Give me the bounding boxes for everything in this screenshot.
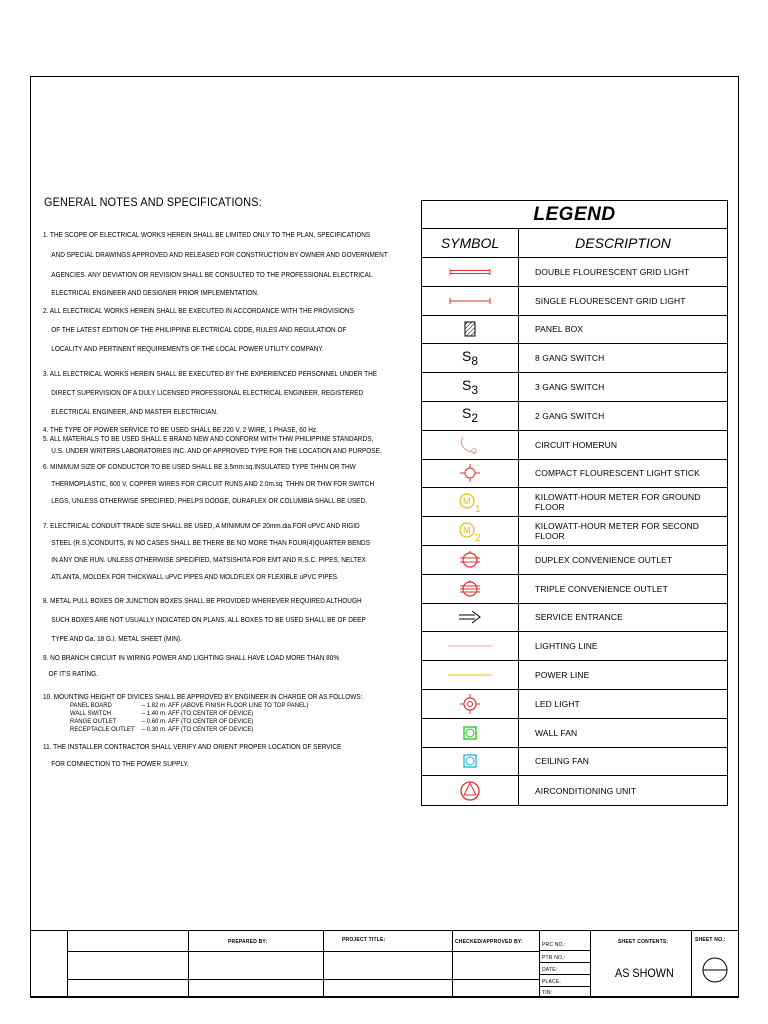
note-item [43, 365, 378, 422]
switch-2-gang-icon [422, 402, 519, 430]
legend-row [422, 632, 727, 661]
tb-divider [540, 974, 590, 975]
switch-letter: S [461, 405, 472, 422]
legend-description: 3 GANG SWITCH [535, 382, 605, 393]
note-line: IN ANY ONE RUN. UNLESS OTHERWISE SPECIFIED, MATSISHITA FOR EMT AND R.S.C. PIPES, NELTEX [51, 557, 366, 564]
note-line: 7. ELECTRICAL CONDUIT TRADE SIZE SHALL BE USED, A MINIMUM OF 20mm.dia.FOR uPVC AND RIGID [43, 523, 360, 530]
mounting-height: – 1.82 m. AFF (ABOVE FINISH FLOOR LINE TO TOP PANEL) [141, 702, 309, 709]
service-entrance-icon [422, 604, 519, 632]
tb-project-row [323, 951, 453, 980]
note-item [43, 518, 371, 586]
ptr-no-label: PTR NO.: [542, 955, 566, 961]
legend-row [422, 460, 727, 489]
note-item [43, 426, 356, 435]
legend-row [422, 344, 727, 373]
mounting-row [70, 718, 358, 726]
sheet-contents-label: SHEET CONTENTS: [618, 939, 669, 945]
note-line: STEEL (R.S.)CONDUITS, IN NO CASES SHALL BE THERE BE NO MORE THAN FOUR(4)QUARTER BENDS [51, 540, 371, 547]
svg-text:M: M [463, 525, 471, 536]
notes-title: GENERAL NOTES AND SPECIFICATIONS: [44, 195, 262, 209]
legend-description: CIRCUIT HOMERUN [535, 439, 618, 450]
legend-row [422, 575, 727, 604]
legend-row [422, 316, 727, 345]
compact-fluorescent-icon [422, 460, 519, 488]
legend-description: KILOWATT-HOUR METER FOR SECOND FLOOR [535, 521, 700, 542]
tb-left-strip [30, 931, 68, 998]
switch-3-gang-icon [422, 373, 519, 401]
legend-row [422, 488, 727, 517]
mounting-row [70, 710, 358, 718]
note-line: 8. METAL PULL BOXES OR JUNCTION BOXES SHALL BE PROVIDED WHEREVER REQUIRED ALTHOUGH [43, 598, 362, 605]
note-item [43, 693, 363, 702]
switch-gang-number: 3 [471, 382, 479, 397]
switch-letter: S [461, 376, 472, 393]
tb-divider [540, 950, 590, 951]
mounting-device: WALL SWITCH [70, 710, 112, 717]
note-line: 3. ALL ELECTRICAL WORKS HEREIN SHALL BE EXECUTED BY THE EXPERIENCED PERSONNEL UNDER THE [43, 371, 378, 378]
mounting-height: – 0.30 m. AFF (TO CENTER OF DEVICE) [141, 726, 254, 733]
note-item [43, 739, 356, 773]
legend-row [422, 546, 727, 575]
note-line: 5. ALL MATERIALS TO BE USED SHALL E BRAND NEW AND CONFORM WITH THW PHILIPPINE STANDARDS, [43, 436, 374, 443]
mounting-row [70, 702, 358, 710]
tb-prepared-row [188, 951, 324, 980]
panel-box-icon [422, 316, 519, 344]
legend-row [422, 776, 727, 805]
note-item [43, 302, 356, 359]
legend-column-headers [422, 229, 727, 258]
mounting-height: – 0.60 m. AFF (TO CENTER OF DEVICE) [141, 718, 254, 725]
note-line: 2. ALL ELECTRICAL WORKS HEREIN SHALL BE EXECUTED IN ACCORDANCE WITH THE PROVISIONS [43, 308, 354, 315]
tin-label: TIN: [542, 990, 553, 996]
switch-gang-number: 8 [471, 353, 479, 368]
note-item [43, 435, 382, 459]
symbol-header: SYMBOL [422, 229, 519, 257]
legend-description: 2 GANG SWITCH [535, 410, 605, 421]
legend-description: COMPACT FLOURESCENT LIGHT STICK [535, 468, 700, 479]
legend-description: KILOWATT-HOUR METER FOR GROUND FLOOR [535, 492, 701, 513]
checked-by-label: CHECKED/APPROVED BY: [455, 939, 523, 945]
general-notes [43, 226, 388, 773]
note-line: LOCALITY AND PERTINENT REQUIREMENTS OF THE LOCAL POWER UTILITY COMPANY. [51, 346, 324, 353]
tb-checked-row [452, 951, 540, 980]
legend-row [422, 719, 727, 748]
legend-row [422, 287, 727, 316]
mounting-device: PANEL BOARD [70, 702, 112, 709]
legend-description: WALL FAN [535, 727, 578, 738]
note-line: DIRECT SUPERVISION OF A DULY LICENSED PROFESSIONAL ELECTRICAL ENGINEER, REGISTERED [51, 390, 364, 397]
legend-description: LIGHTING LINE [535, 641, 598, 652]
legend-description: AIRCONDITIONING UNIT [535, 785, 637, 796]
mounting-device: RANGE OUTLET [70, 718, 117, 725]
title-block [30, 930, 739, 997]
note-line: ELECTRICAL ENGINEER, AND MASTER ELECTRICIAN. [51, 409, 218, 416]
legend-table [421, 200, 728, 806]
legend-description: CEILING FAN [535, 756, 590, 767]
legend-description: SINGLE FLOURESCENT GRID LIGHT [535, 295, 686, 306]
triple-outlet-icon [422, 575, 519, 603]
prepared-by-label: PREPARED BY: [228, 939, 268, 945]
legend-row [422, 431, 727, 460]
note-item [43, 651, 356, 683]
note-item [43, 459, 375, 510]
sheet-number-circle-icon [702, 957, 728, 983]
kwh-meter-ground-icon [422, 488, 519, 516]
tb-row-3 [67, 979, 189, 998]
note-line: 6. MINIMUM SIZE OF CONDUCTOR TO BE USED SHALL BE 3.5mm.sq.INSULATED TYPE THHN OR THW [43, 464, 356, 471]
note-line: 4. THE TYPE OF POWER SERVICE TO BE USED SHALL BE 220 V, 2 WIRE, 1 PHASE, 60 Hz. [43, 427, 318, 434]
tb-row-1 [67, 931, 189, 952]
note-line: 9. NO BRANCH CIRCUIT IN WIRING POWER AND LIGHTING SHALL HAVE LOAD MORE THAN 80% [43, 655, 340, 662]
legend-row [422, 258, 727, 287]
note-line: TYPE AND Ga. 18 G.I. METAL SHEET (MIN). [51, 636, 182, 643]
note-line: LEGS, UNLESS OTHERWISE SPECIFIED, PHELPS DODGE, DURAFLEX OR COLUMBIA SHALL BE USED. [51, 498, 367, 505]
note-line: OF THE LATEST EDITION OF THE PHILIPPINE ELECTRICAL CODE, RULES AND REGULATION OF [51, 327, 347, 334]
note-line: SUCH BOXES ARE NOT USUALLY INDICATED ON PLANS. ALL BOXES TO BE USED SHALL BE OF DEEP [51, 617, 366, 624]
note-line: U.S. UNDER WRITERS LABORATORIES INC. AND OF APPROVED TYPE FOR THE LOCATION AND PURPOSE. [51, 448, 382, 455]
project-title-label: PROJECT TITLE: [342, 937, 386, 943]
note-item [43, 592, 366, 649]
svg-text:M: M [463, 496, 471, 507]
lighting-line-icon [422, 632, 519, 660]
legend-description: 8 GANG SWITCH [535, 353, 605, 364]
kwh-meter-second-icon [422, 517, 519, 545]
legend-row [422, 748, 727, 777]
legend-description: SERVICE ENTRANCE [535, 612, 623, 623]
single-fluorescent-icon [422, 287, 519, 315]
mounting-device: RECEPTACLE OUTLET [70, 726, 135, 733]
legend-description: TRIPLE CONVENIENCE OUTLET [535, 583, 668, 594]
tb-divider [540, 986, 590, 987]
mounting-height-table [70, 702, 358, 734]
meter-floor-number: 2 [475, 533, 481, 544]
mounting-row [70, 726, 358, 734]
note-line: FOR CONNECTION TO THE POWER SUPPLY. [51, 761, 189, 768]
note-line: 11. THE INSTALLER CONTRACTOR SHALL VERIFY AND ORIENT PROPER LOCATION OF SERVICE [43, 744, 342, 751]
note-item [43, 226, 388, 302]
note-line: OF IT'S RATING. [48, 671, 98, 678]
place-label: PLACE: [542, 979, 561, 985]
note-line: AND SPECIAL DRAWINGS APPROVED AND RELEASED FOR CONSTRUCTION BY OWNER AND GOVERNMENT [51, 252, 388, 259]
note-line: 1. THE SCOPE OF ELECTRICAL WORKS HEREIN SHALL BE LIMITED ONLY TO THE PLAN, SPECIFICATIONS [43, 232, 371, 239]
legend-row [422, 661, 727, 690]
scale-value: AS SHOWN [615, 966, 674, 980]
switch-letter: S [461, 347, 472, 364]
description-header: DESCRIPTION [575, 235, 671, 251]
wall-fan-icon [422, 719, 519, 747]
legend-title: LEGEND [422, 201, 727, 229]
double-fluorescent-icon [422, 258, 519, 286]
tb-divider [540, 962, 590, 963]
legend-row [422, 373, 727, 402]
note-line: 10. MOUNTING HEIGHT OF DIVICES SHALL BE APPROVED BY ENGINEER IN CHARGE OR AS FOLLOWS: [43, 694, 363, 701]
duplex-outlet-icon [422, 546, 519, 574]
circuit-homerun-icon [422, 431, 519, 459]
led-light-icon [422, 690, 519, 718]
legend-row [422, 604, 727, 633]
mounting-height: – 1.40 m. AFF (TO CENTER OF DEVICE) [141, 710, 254, 717]
legend-description: DOUBLE FLOURESCENT GRID LIGHT [535, 266, 690, 277]
switch-gang-number: 2 [471, 411, 479, 426]
legend-description: PANEL BOX [535, 324, 584, 335]
legend-row [422, 402, 727, 431]
legend-description: DUPLEX CONVENIENCE OUTLET [535, 554, 673, 565]
note-line: THERMOPLASTIC, 600 V, COPPER WIRES FOR CIRCUIT RUNS AND 2.0m.sq. THHN OR THW FOR SWITCH [51, 481, 375, 488]
note-line: ELECTRICAL ENGINEER AND DESIGNER PRIOR IMPLEMENTATION. [51, 290, 259, 297]
legend-description: LED LIGHT [535, 698, 580, 709]
note-line: AGENCIES. ANY DEVIATION OR REVISION SHALL BE CONSULTED TO THE PROFESSIONAL ELECTRICAL [51, 272, 373, 279]
tb-row-2 [67, 951, 189, 980]
aircon-unit-icon [422, 776, 519, 805]
sheet-no-label: SHEET NO.: [695, 937, 726, 943]
legend-row [422, 690, 727, 719]
note-line: ATLANTA, MOLDEX FOR THICKWALL uPVC PIPES AND MOLDFLEX OR FLEXIBLE uPVC PIPES. [51, 574, 339, 581]
ceiling-fan-icon [422, 748, 519, 776]
power-line-icon [422, 661, 519, 689]
switch-8-gang-icon [422, 344, 519, 372]
meter-floor-number: 1 [475, 504, 481, 515]
prc-no-label: PRC NO.: [542, 942, 566, 948]
date-label: DATE: [542, 967, 558, 973]
legend-description: POWER LINE [535, 670, 590, 681]
legend-row [422, 517, 727, 546]
